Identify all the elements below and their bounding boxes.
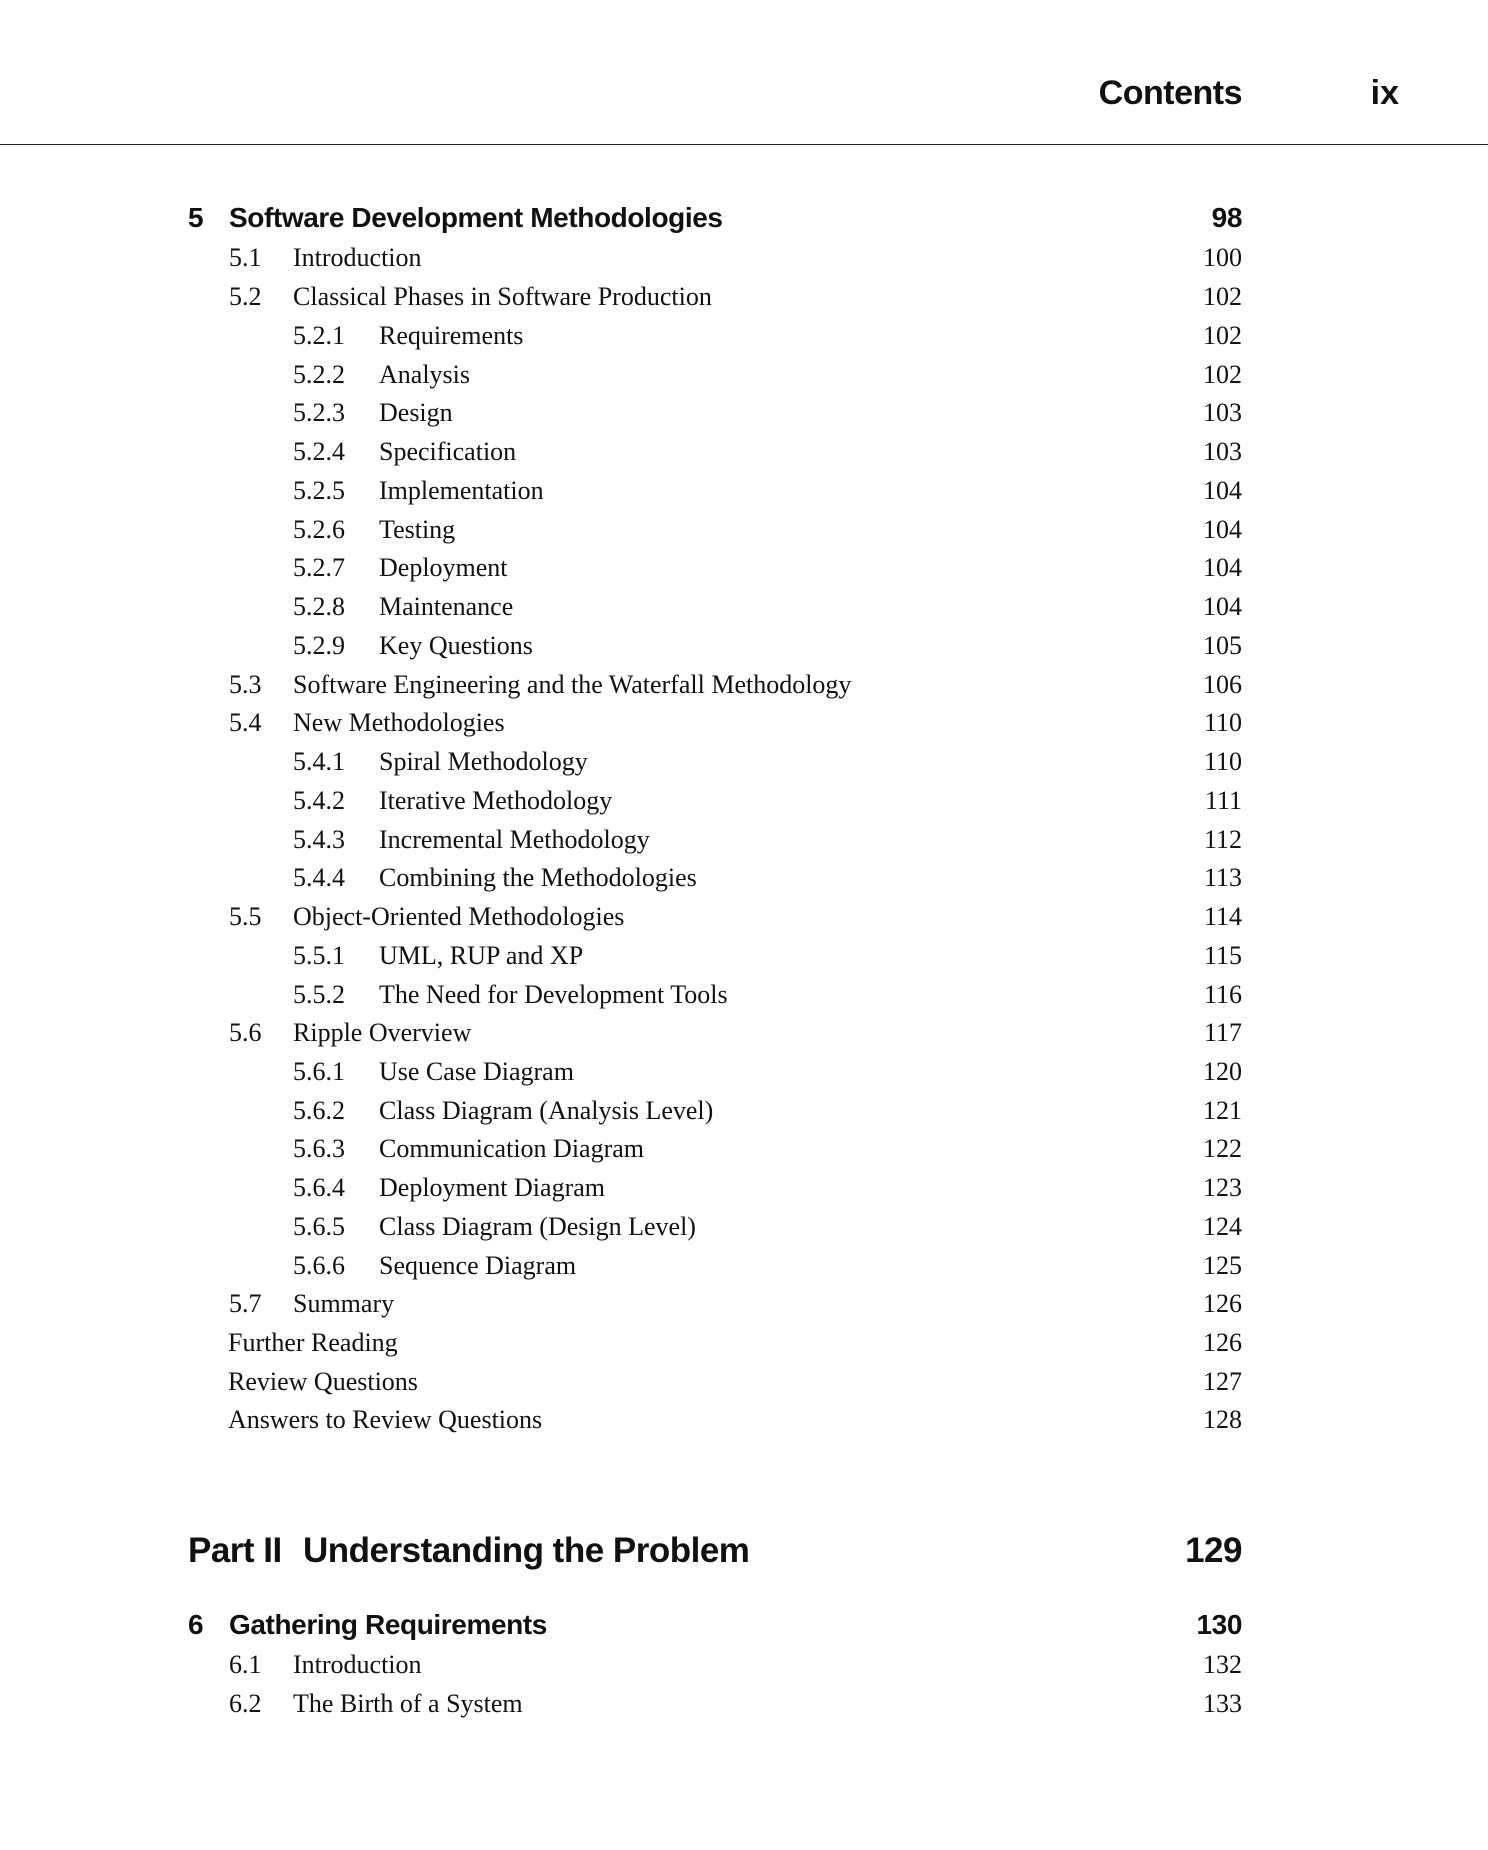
- subsection-number: 5.2.6: [293, 515, 345, 544]
- section-number: 5.3: [229, 670, 262, 699]
- chapter-number: 6: [188, 1609, 204, 1640]
- section-number: 6.1: [229, 1650, 262, 1679]
- subsection-number: 5.6.5: [293, 1212, 345, 1241]
- section-title: Software Engineering and the Waterfall Methodology: [293, 670, 852, 699]
- subsection-page: 124: [1203, 1212, 1242, 1241]
- subsection-title: Key Questions: [379, 631, 533, 660]
- subsection-page: 104: [1203, 476, 1242, 505]
- subsection-title: Use Case Diagram: [379, 1057, 574, 1086]
- subsection-number: 5.5.2: [293, 980, 345, 1009]
- subsection-page: 122: [1203, 1134, 1242, 1163]
- toc-entry: [0, 897, 1488, 937]
- chapter-title: Software Development Methodologies: [229, 202, 723, 233]
- toc-entry: [0, 1168, 1488, 1208]
- subsection-page: 105: [1203, 631, 1242, 660]
- subsection-title: Deployment Diagram: [379, 1173, 605, 1202]
- subsection-number: 5.6.3: [293, 1134, 345, 1163]
- toc-entry: [0, 587, 1488, 627]
- toc-entry: [0, 665, 1488, 705]
- toc-entry: [0, 1207, 1488, 1247]
- subsection-page: 110: [1203, 747, 1242, 776]
- toc-entry: [0, 626, 1488, 666]
- toc-entry: [0, 1323, 1488, 1363]
- toc-entry: [0, 355, 1488, 395]
- subsection-page: 125: [1203, 1251, 1242, 1280]
- subsection-page: 102: [1203, 360, 1242, 389]
- subsection-page: 104: [1203, 515, 1242, 544]
- subsection-page: 104: [1203, 592, 1242, 621]
- toc-entry: [0, 510, 1488, 550]
- subsection-number: 5.2.8: [293, 592, 345, 621]
- chapter-heading: [0, 198, 1488, 238]
- chapter-title: Gathering Requirements: [229, 1609, 547, 1640]
- toc-entry: [0, 1013, 1488, 1053]
- subsection-number: 5.2.2: [293, 360, 345, 389]
- section-page: 133: [1203, 1689, 1242, 1718]
- subsection-number: 5.4.1: [293, 747, 345, 776]
- subsection-title: Spiral Methodology: [379, 747, 588, 776]
- toc-entry: [0, 975, 1488, 1015]
- subsection-number: 5.2.9: [293, 631, 345, 660]
- toc-entry: [0, 936, 1488, 976]
- section-number: 6.2: [229, 1689, 262, 1718]
- subsection-number: 5.2.3: [293, 398, 345, 427]
- section-number: 5.5: [229, 902, 262, 931]
- toc-entry: [0, 1645, 1488, 1685]
- section-title: Object-Oriented Methodologies: [293, 902, 625, 931]
- toc-entry: [0, 1246, 1488, 1286]
- section-page: 126: [1203, 1289, 1242, 1318]
- subsection-page: 103: [1203, 398, 1242, 427]
- toc-entry: [0, 820, 1488, 860]
- subsection-number: 5.6.2: [293, 1096, 345, 1125]
- toc-entry: [0, 1091, 1488, 1131]
- subsection-title: Implementation: [379, 476, 544, 505]
- toc-entry: [0, 1284, 1488, 1324]
- section-page: 127: [1203, 1367, 1242, 1396]
- subsection-title: Incremental Methodology: [379, 825, 650, 854]
- toc-entry: [0, 1400, 1488, 1440]
- subsection-number: 5.2.7: [293, 553, 345, 582]
- subsection-number: 5.5.1: [293, 941, 345, 970]
- subsection-number: 5.4.4: [293, 863, 345, 892]
- subsection-page: 104: [1203, 553, 1242, 582]
- subsection-title: Sequence Diagram: [379, 1251, 577, 1280]
- section-page: 132: [1203, 1650, 1242, 1679]
- subsection-page: 115: [1203, 941, 1242, 970]
- subsection-number: 5.2.4: [293, 437, 345, 466]
- subsection-title: Communication Diagram: [379, 1134, 645, 1163]
- subsection-page: 103: [1203, 437, 1242, 466]
- toc-entry: [0, 1362, 1488, 1402]
- subsection-title: Maintenance: [379, 592, 514, 621]
- running-head: [0, 0, 1488, 145]
- section-page: 102: [1203, 282, 1242, 311]
- section-number: 5.1: [229, 243, 262, 272]
- section-page: 114: [1203, 902, 1242, 931]
- subsection-page: 116: [1203, 980, 1242, 1009]
- toc-entry: [0, 858, 1488, 898]
- section-title: New Methodologies: [293, 708, 505, 737]
- subsection-page: 121: [1203, 1096, 1242, 1125]
- subsection-title: Iterative Methodology: [379, 786, 613, 815]
- toc-entry: [0, 316, 1488, 356]
- subsection-title: The Need for Development Tools: [379, 980, 728, 1009]
- running-head-title: Contents: [1098, 74, 1242, 112]
- section-title: Introduction: [293, 1650, 422, 1679]
- section-number: 5.7: [229, 1289, 262, 1318]
- section-title: The Birth of a System: [293, 1689, 523, 1718]
- part-label: Part II: [188, 1531, 282, 1570]
- part-title: Understanding the Problem: [303, 1531, 750, 1570]
- toc-entry: [0, 277, 1488, 317]
- section-number: 5.4: [229, 708, 262, 737]
- subsection-page: 113: [1203, 863, 1242, 892]
- toc-entry: [0, 1684, 1488, 1724]
- chapter-page: 98: [1211, 202, 1242, 233]
- section-number: 5.6: [229, 1018, 262, 1047]
- toc-entry: [0, 471, 1488, 511]
- subsection-title: UML, RUP and XP: [379, 941, 584, 970]
- page-number: ix: [1370, 74, 1399, 112]
- section-title: Answers to Review Questions: [228, 1405, 543, 1434]
- section-page: 128: [1203, 1405, 1242, 1434]
- subsection-title: Deployment: [379, 553, 508, 582]
- subsection-page: 102: [1203, 321, 1242, 350]
- subsection-title: Specification: [379, 437, 517, 466]
- subsection-number: 5.6.4: [293, 1173, 345, 1202]
- part-heading: [0, 1527, 1488, 1575]
- subsection-title: Requirements: [379, 321, 524, 350]
- toc-entry: [0, 781, 1488, 821]
- subsection-number: 5.6.1: [293, 1057, 345, 1086]
- toc-entry: [0, 1129, 1488, 1169]
- subsection-number: 5.4.3: [293, 825, 345, 854]
- section-page: 117: [1203, 1018, 1242, 1047]
- chapter-number: 5: [188, 202, 204, 233]
- subsection-title: Class Diagram (Design Level): [379, 1212, 696, 1241]
- subsection-title: Testing: [379, 515, 456, 544]
- section-page: 110: [1203, 708, 1242, 737]
- toc-entry: [0, 1052, 1488, 1092]
- part-page: 129: [1185, 1531, 1242, 1570]
- subsection-title: Class Diagram (Analysis Level): [379, 1096, 714, 1125]
- section-title: Introduction: [293, 243, 422, 272]
- toc-entry: [0, 703, 1488, 743]
- section-page: 126: [1203, 1328, 1242, 1357]
- subsection-page: 111: [1204, 786, 1242, 815]
- subsection-page: 112: [1203, 825, 1242, 854]
- toc-entry: [0, 238, 1488, 278]
- section-page: 106: [1203, 670, 1242, 699]
- toc-entry: [0, 432, 1488, 472]
- section-title: Summary: [293, 1289, 395, 1318]
- section-title: Ripple Overview: [293, 1018, 472, 1047]
- toc-entry: [0, 742, 1488, 782]
- subsection-number: 5.6.6: [293, 1251, 345, 1280]
- toc-entry: [0, 548, 1488, 588]
- chapter-page: 130: [1196, 1609, 1242, 1640]
- subsection-number: 5.2.1: [293, 321, 345, 350]
- subsection-title: Analysis: [379, 360, 470, 389]
- section-title: Review Questions: [228, 1367, 418, 1396]
- subsection-page: 123: [1203, 1173, 1242, 1202]
- chapter-heading: [0, 1605, 1488, 1645]
- section-title: Classical Phases in Software Production: [293, 282, 712, 311]
- subsection-title: Combining the Methodologies: [379, 863, 697, 892]
- toc-entry: [0, 393, 1488, 433]
- subsection-number: 5.4.2: [293, 786, 345, 815]
- subsection-page: 120: [1203, 1057, 1242, 1086]
- subsection-number: 5.2.5: [293, 476, 345, 505]
- section-page: 100: [1203, 243, 1242, 272]
- section-title: Further Reading: [228, 1328, 398, 1357]
- section-number: 5.2: [229, 282, 262, 311]
- subsection-title: Design: [379, 398, 453, 427]
